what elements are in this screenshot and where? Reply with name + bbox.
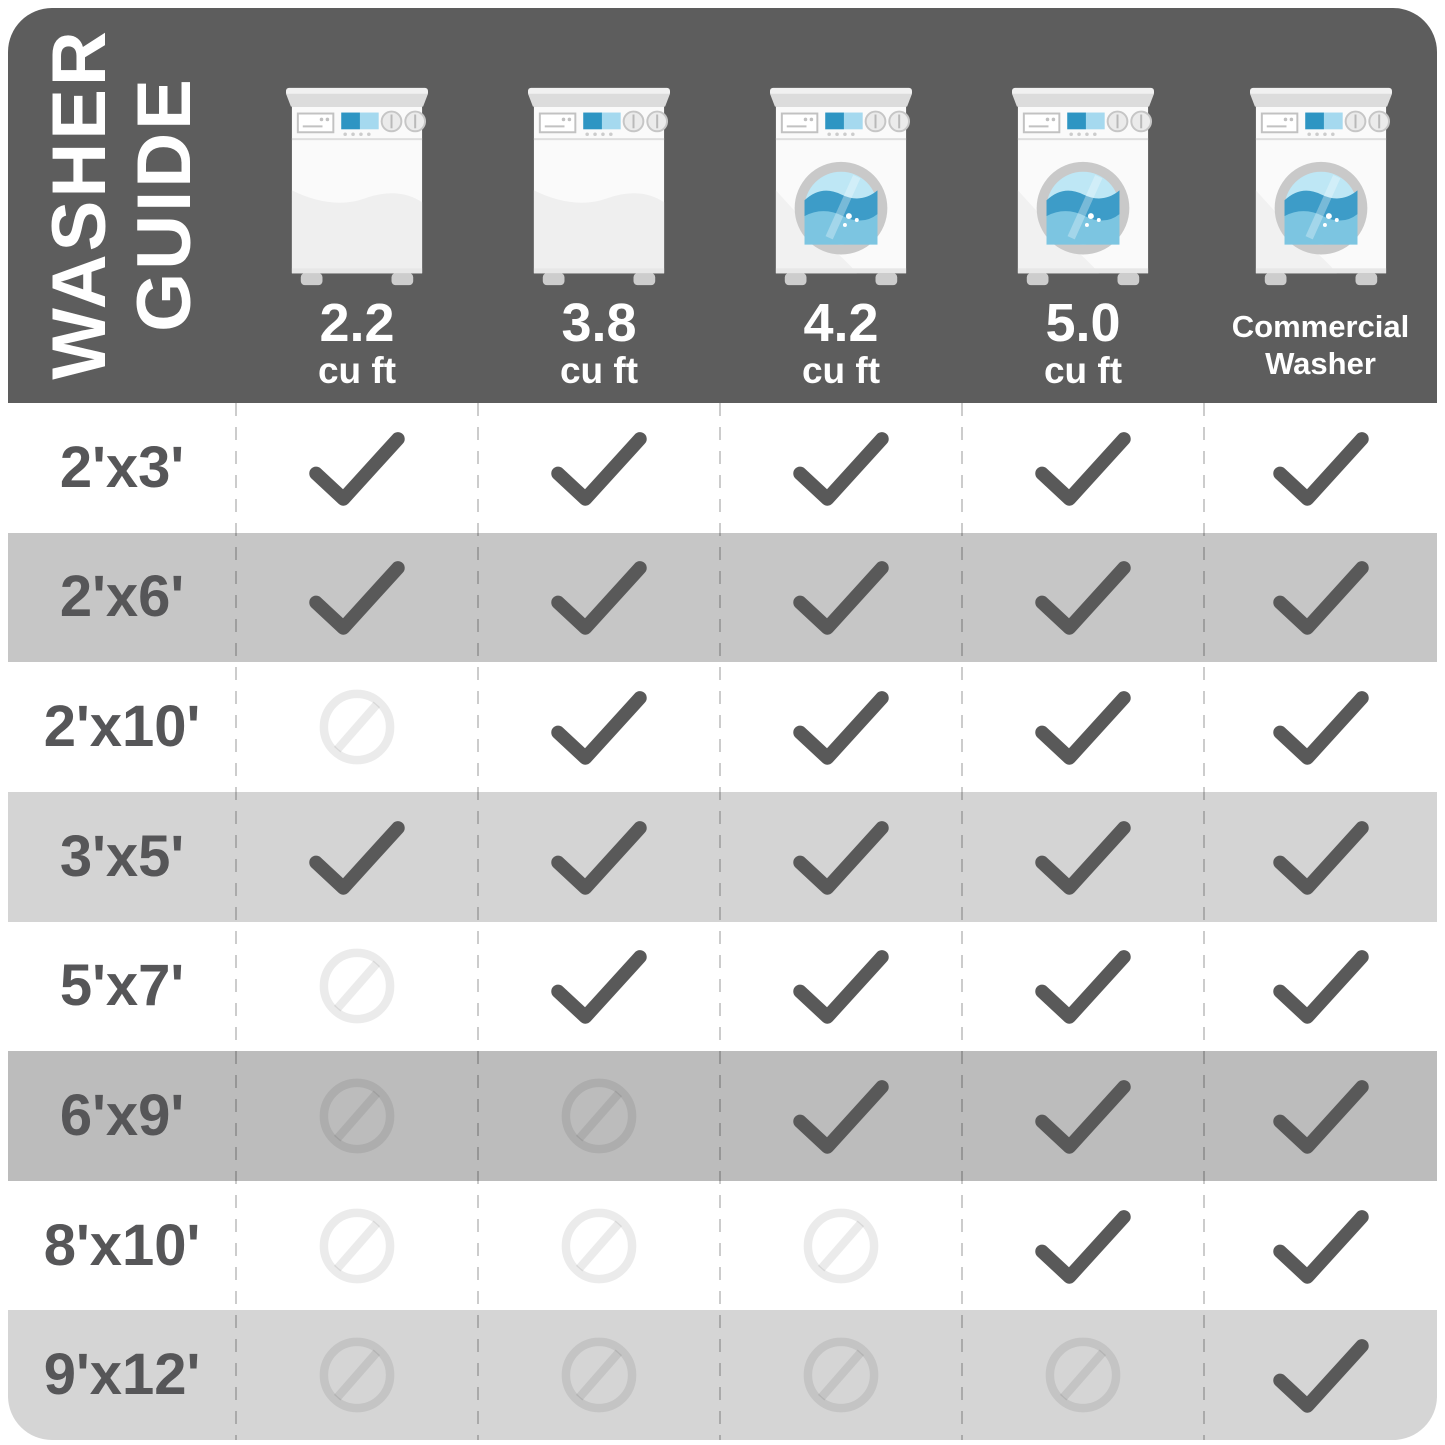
washer-capacity-label: 4.2 [803, 293, 879, 353]
check-icon [1033, 554, 1133, 640]
compatibility-cell [236, 662, 478, 792]
rug-size-label: 3'x5' [59, 823, 185, 889]
compatibility-cell [962, 1310, 1204, 1440]
washer-capacity-unit: cu ft [801, 350, 881, 391]
check-icon [1033, 814, 1133, 900]
check-icon [1033, 1203, 1133, 1289]
check-icon [791, 1073, 891, 1159]
washer-capacity-label: 2.2 [319, 293, 395, 353]
compatibility-cell [1204, 403, 1437, 533]
header-columns [236, 8, 1437, 403]
compatibility-cell [478, 662, 720, 792]
compatibility-cell [1204, 1181, 1437, 1311]
washer-guide-card [8, 8, 1437, 1440]
check-icon [1271, 814, 1371, 900]
compatibility-cell [478, 403, 720, 533]
not-suitable-icon [305, 1323, 409, 1427]
check-icon [1271, 1073, 1371, 1159]
table-row [8, 1181, 1437, 1311]
washer-column-4 [962, 8, 1204, 403]
not-suitable-icon [789, 1323, 893, 1427]
table-row [8, 403, 1437, 533]
compatibility-cell [1204, 533, 1437, 663]
washer-capacity-unit: Washer [1265, 346, 1376, 382]
compatibility-cell [1204, 1051, 1437, 1181]
compatibility-cell [1204, 792, 1437, 922]
column-divider [1203, 403, 1205, 1440]
not-suitable-icon [1031, 1323, 1135, 1427]
column-divider [961, 403, 963, 1440]
washer-capacity-label: 3.8 [561, 293, 637, 353]
check-icon [1033, 684, 1133, 770]
compatibility-cell [962, 922, 1204, 1052]
top-load-washer-icon [518, 80, 680, 292]
compatibility-cell [236, 1181, 478, 1311]
column-divider [719, 403, 721, 1440]
compatibility-cell [720, 533, 962, 663]
check-icon [1271, 1203, 1371, 1289]
table-row [8, 533, 1437, 663]
not-suitable-icon [305, 1064, 409, 1168]
compatibility-cell [236, 922, 478, 1052]
compatibility-cell [236, 1051, 478, 1181]
washer-capacity-unit: cu ft [1043, 350, 1123, 391]
rug-size-label: 2'x3' [59, 434, 185, 500]
guide-header [8, 8, 1437, 403]
check-icon [1271, 554, 1371, 640]
rug-size-label: 5'x7' [59, 953, 185, 1019]
compatibility-cell [962, 403, 1204, 533]
compatibility-cell [236, 403, 478, 533]
not-suitable-icon [305, 1194, 409, 1298]
front-load-washer-icon [760, 80, 922, 292]
check-icon [549, 943, 649, 1029]
compatibility-cell [236, 533, 478, 663]
compatibility-cell [962, 1181, 1204, 1311]
table-row [8, 792, 1437, 922]
guide-title [37, 28, 207, 380]
front-load-washer-icon [1240, 80, 1402, 292]
compatibility-cell [962, 792, 1204, 922]
check-icon [549, 425, 649, 511]
compatibility-cell [720, 922, 962, 1052]
compatibility-cell [720, 1181, 962, 1311]
top-load-washer-icon [276, 80, 438, 292]
washer-column-2 [478, 8, 720, 403]
check-icon [549, 554, 649, 640]
table-row [8, 1051, 1437, 1181]
table-row [8, 662, 1437, 792]
check-icon [1271, 1332, 1371, 1418]
compatibility-cell [720, 1051, 962, 1181]
washer-capacity-unit: cu ft [559, 350, 639, 391]
compatibility-cell [720, 403, 962, 533]
check-icon [1271, 425, 1371, 511]
washer-capacity-unit: cu ft [317, 350, 397, 391]
compatibility-cell [720, 792, 962, 922]
size-compatibility-rows [8, 403, 1437, 1440]
rug-size-label: 2'x10' [43, 694, 201, 760]
check-icon [791, 684, 891, 770]
compatibility-cell [720, 662, 962, 792]
compatibility-cell [478, 792, 720, 922]
compatibility-cell [1204, 922, 1437, 1052]
compatibility-cell [962, 1051, 1204, 1181]
washer-column-1 [236, 8, 478, 403]
compatibility-cell [478, 533, 720, 663]
check-icon [307, 425, 407, 511]
check-icon [307, 814, 407, 900]
compatibility-cell [962, 533, 1204, 663]
not-suitable-icon [547, 1064, 651, 1168]
compatibility-cell [478, 922, 720, 1052]
guide-title-line1: WASHER [36, 28, 122, 380]
compatibility-cell [478, 1051, 720, 1181]
table-row [8, 922, 1437, 1052]
compatibility-cell [1204, 662, 1437, 792]
washer-column-3 [720, 8, 962, 403]
not-suitable-icon [547, 1323, 651, 1427]
check-icon [307, 554, 407, 640]
not-suitable-icon [305, 934, 409, 1038]
compatibility-cell [478, 1310, 720, 1440]
check-icon [1271, 684, 1371, 770]
column-divider [477, 403, 479, 1440]
rug-size-label: 6'x9' [59, 1082, 185, 1148]
rug-size-label: 9'x12' [43, 1342, 201, 1408]
rug-size-label: 2'x6' [59, 564, 185, 630]
check-icon [549, 684, 649, 770]
compatibility-cell [720, 1310, 962, 1440]
check-icon [1033, 425, 1133, 511]
compatibility-cell [236, 792, 478, 922]
check-icon [1033, 1073, 1133, 1159]
check-icon [791, 554, 891, 640]
guide-title-line2: GUIDE [122, 76, 207, 332]
compatibility-cell [1204, 1310, 1437, 1440]
check-icon [791, 943, 891, 1029]
column-divider [235, 403, 237, 1440]
compatibility-cell [962, 662, 1204, 792]
table-row [8, 1310, 1437, 1440]
washer-capacity-label: 5.0 [1045, 293, 1121, 353]
not-suitable-icon [547, 1194, 651, 1298]
check-icon [791, 425, 891, 511]
compatibility-cell [478, 1181, 720, 1311]
not-suitable-icon [789, 1194, 893, 1298]
not-suitable-icon [305, 675, 409, 779]
rug-size-label: 8'x10' [43, 1212, 201, 1278]
check-icon [549, 814, 649, 900]
compatibility-cell [236, 1310, 478, 1440]
washer-capacity-label: Commercial [1231, 309, 1410, 344]
check-icon [1271, 943, 1371, 1029]
washer-column-5 [1204, 8, 1437, 403]
check-icon [1033, 943, 1133, 1029]
check-icon [791, 814, 891, 900]
front-load-washer-icon [1002, 80, 1164, 292]
